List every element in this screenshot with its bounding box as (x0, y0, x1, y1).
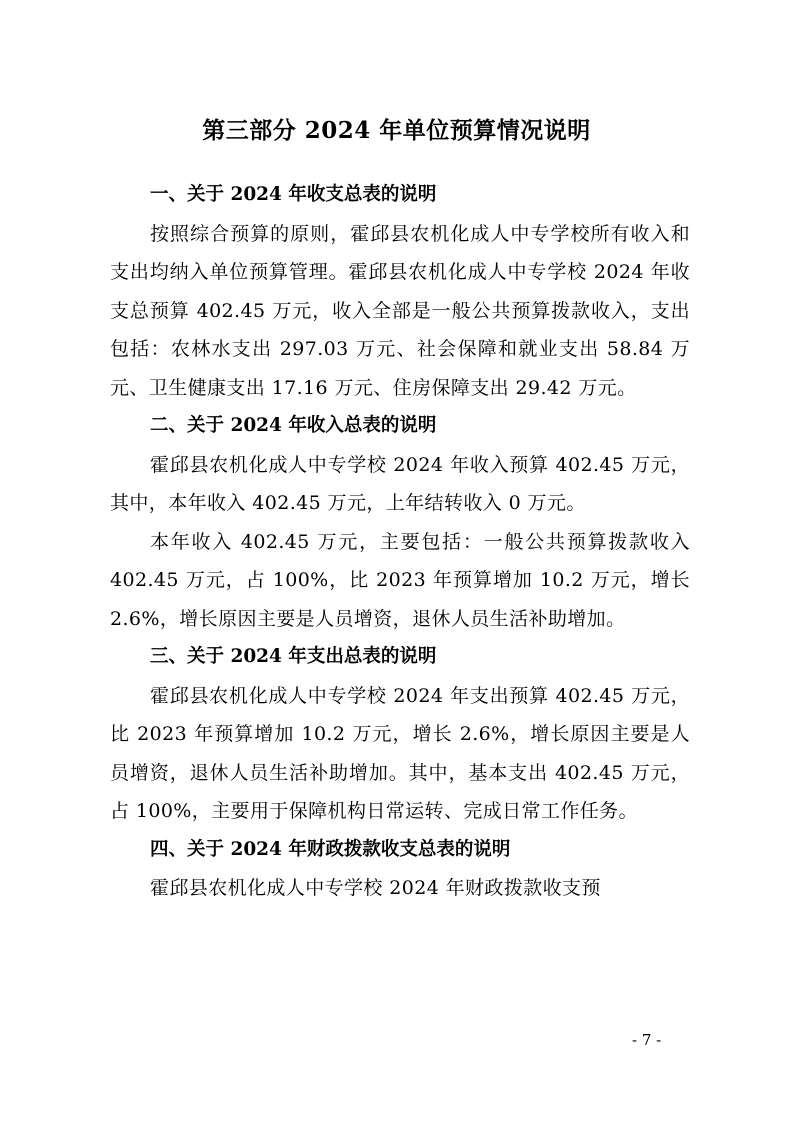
section-income-expenditure-summary (110, 176, 690, 407)
section-income-summary (110, 407, 690, 638)
page-title: 第三部分 2024 年单位预算情况说明 (202, 117, 591, 145)
paragraph: 霍邱县农机化成人中专学校 2024 年财政拨款收支预 (150, 877, 601, 899)
section-expenditure-summary (110, 638, 690, 831)
paragraph: 按照综合预算的原则，霍邱县农机化成人中专学校所有收入和支出均纳入单位预算管理。霍邱县农机化成人中专学校 2024 年收支总预算 402.45 万元，收入全部是一般公共预算拨款收入，支出包括：农林水支出 297.03 万元、社会保障和就业支出 58.84 万元、卫生健康支出 17.16 万元、住房保障支出 29.42 万元。 (110, 222, 690, 399)
section-heading: 二、关于 2024 年收入总表的说明 (150, 415, 437, 436)
section-fiscal-appropriation-summary (110, 831, 690, 908)
paragraph: 霍邱县农机化成人中专学校 2024 年收入预算 402.45 万元，其中，本年收入 402.45 万元，上年结转收入 0 万元。 (110, 453, 690, 514)
section-heading: 三、关于 2024 年支出总表的说明 (150, 646, 437, 667)
document-body (110, 176, 690, 908)
paragraph: 霍邱县农机化成人中专学校 2024 年支出预算 402.45 万元，比 2023 年预算增加 10.2 万元，增长 2.6%，增长原因主要是人员增资，退休人员生活补助增加。其中，基本支出 402.45 万元，占 100%，主要用于保障机构日常运转、完成日常工作任务。 (110, 684, 690, 822)
section-heading: 一、关于 2024 年收支总表的说明 (150, 184, 437, 205)
paragraph: 本年收入 402.45 万元，主要包括：一般公共预算拨款收入 402.45 万元，占 100%，比 2023 年预算增加 10.2 万元，增长 2.6%，增长原因主要是人员增资，退休人员生活补助增加。 (110, 530, 690, 630)
section-heading: 四、关于 2024 年财政拨款收支总表的说明 (150, 838, 511, 860)
page-number: - 7 - (632, 1031, 662, 1049)
